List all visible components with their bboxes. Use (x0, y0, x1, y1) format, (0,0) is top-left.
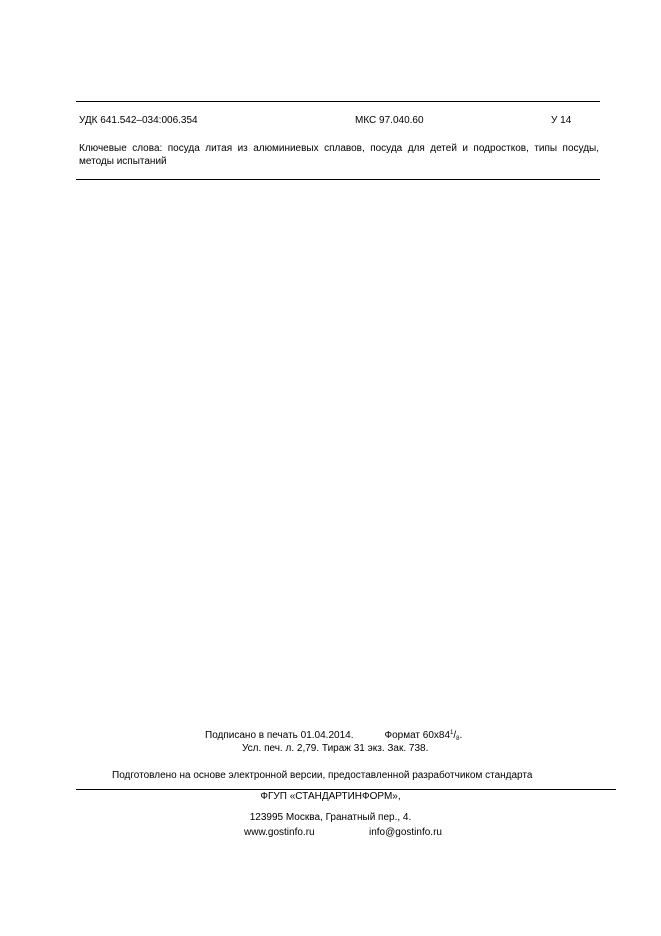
print-info: Усл. печ. л. 2,79. Тираж 31 экз. Зак. 738. (242, 743, 429, 754)
keywords-rule (76, 179, 600, 180)
paper-format: Формат $60х84^1/_8$. (384, 730, 463, 742)
keywords: Ключевые слова: посуда литая из алюминиевых сплавов, посуда для детей и подростков, типы посуды, методы испытаний (79, 143, 599, 167)
mks-code: МКС 97.040.60 (355, 115, 424, 126)
publisher-email: info@gostinfo.ru (369, 827, 442, 838)
signed-date: Подписано в печать 01.04.2014. (205, 730, 354, 741)
publisher-rule (76, 789, 616, 790)
publisher-website: www.gostinfo.ru (244, 827, 315, 838)
group-code: У 14 (551, 115, 572, 126)
imprint-line-1 (205, 730, 462, 742)
prepared-note: Подготовлено на основе электронной версии, предоставленной разработчиком стандарта (112, 770, 533, 781)
udk-code: УДК 641.542–034:006.354 (79, 115, 198, 126)
publisher-address: 123995 Москва, Гранатный пер., 4. (249, 812, 412, 823)
top-rule (76, 101, 600, 102)
publisher-name: ФГУП «СТАНДАРТИНФОРМ», (260, 791, 401, 802)
